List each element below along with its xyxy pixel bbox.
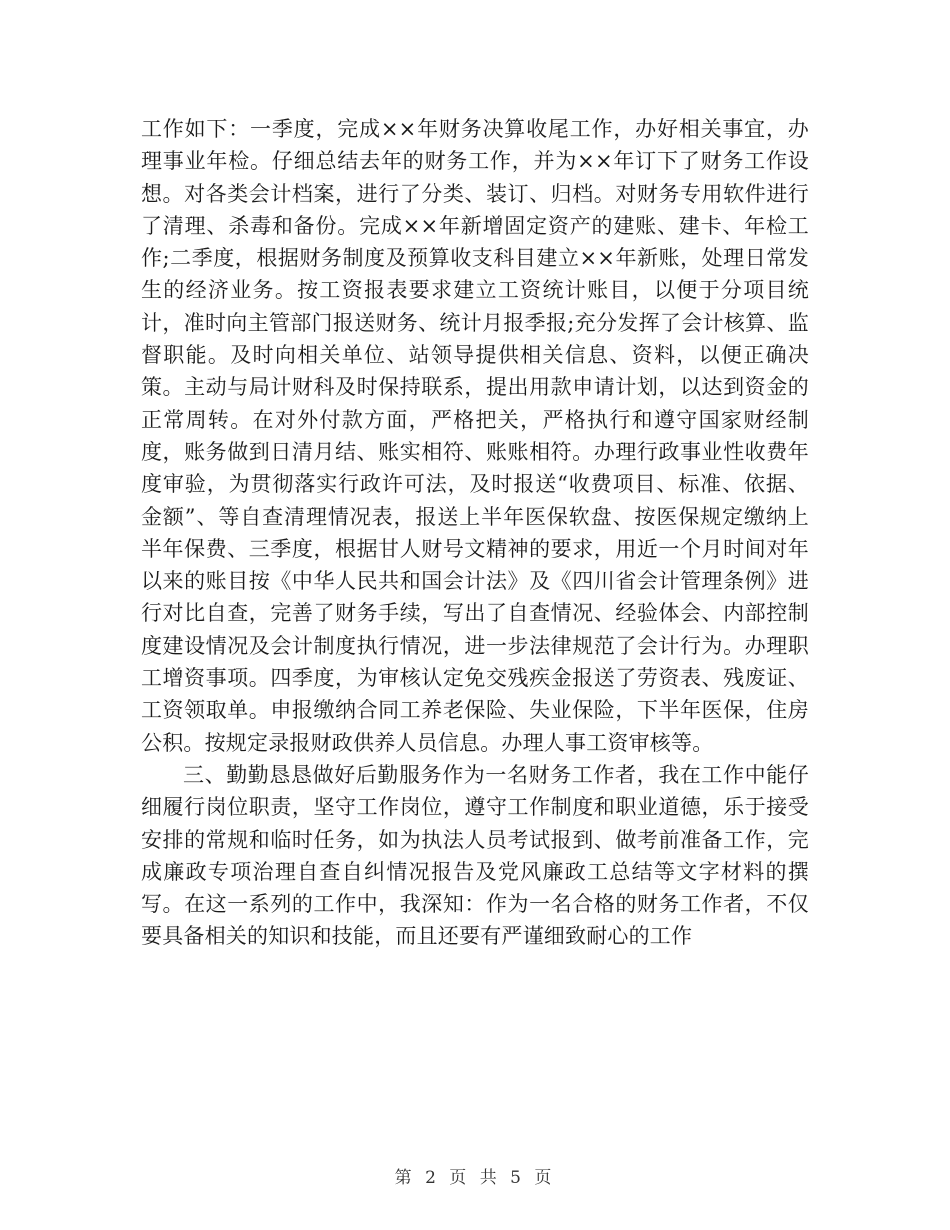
paragraph-logistics-service: 三、勤勤恳恳做好后勤服务作为一名财务工作者，我在工作中能仔细履行岗位职责，坚守工作岗位，遵守工作制度和职业道德，乐于接受安排的常规和临时任务，如为执法人员考试报到、做考前准备工作，完成廉政专项治理自查自纠情况报告及党风廉政工总结等文字材料的撰写。在这一系列的工作中，我深知：作为一名合格的财务工作者，不仅要具备相关的知识和技能，而且还要有严谨细致耐心的工作 (141, 762, 809, 949)
document-body (141, 113, 809, 953)
page-number-footer: 第 2 页 共 5 页 (394, 1168, 556, 1188)
paragraph-financial-work-by-quarter: 工作如下：一季度，完成××年财务决算收尾工作，办好相关事宜，办理事业年检。仔细总结去年的财务工作，并为××年订下了财务工作设想。对各类会计档案，进行了分类、装订、归档。对财务专用软件进行了清理、杀毒和备份。完成××年新增固定资产的建账、建卡、年检工作;二季度，根据财务制度及预算收支科目建立××年新账，处理日常发生的经济业务。按工资报表要求建立工资统计账目，以便于分项目统计，准时向主管部门报送财务、统计月报季报;充分发挥了会计核算、监督职能。及时向相关单位、站领导提供相关信息、资料，以便正确决策。主动与局计财科及时保持联系，提出用款申请计划，以达到资金的正常周转。在对外付款方面，严格把关，严格执行和遵守国家财经制度，账务做到日清月结、账实相符、账账相符。办理行政事业性收费年度审验，为贯彻落实行政许可法，及时报送“收费项目、标准、依据、金额”、等自查清理情况表，报送上半年医保软盘、按医保规定缴纳上半年保费、三季度，根据甘人财号文精神的要求，用近一个月时间对年以来的账目按《中华人民共和国会计法》及《四川省会计管理条例》进行对比自查，完善了财务手续，写出了自查情况、经验体会、内部控制度建设情况及会计制度执行情况，进一步法律规范了会计行为。办理职工增资事项。四季度，为审核认定免交残疾金报送了劳资表、残废证、工资领取单。申报缴纳合同工养老保险、失业保险，下半年医保，住房公积。按规定录报财政供养人员信息。办理人事工资审核等。 (141, 117, 809, 755)
